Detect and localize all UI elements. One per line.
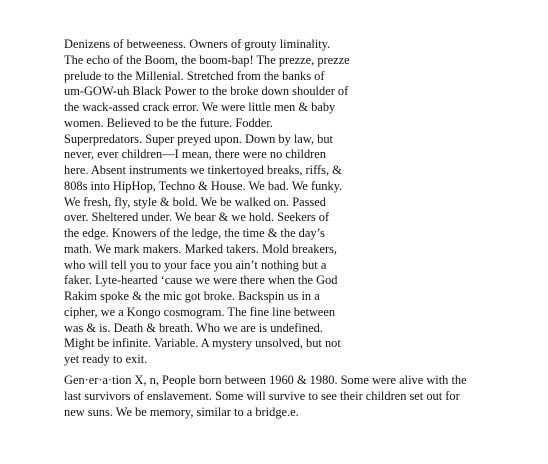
poem-line: the edge. Knowers of the ledge, the time & the day’s — [64, 226, 325, 240]
poem-line: 808s into HipHop, Techno & House. We bad. We funky. — [64, 178, 343, 193]
poem-line: was & is. Death & breath. Who we are is undefined. — [64, 320, 323, 335]
poem-line: prelude to the Millenial. Stretched from the banks of — [64, 68, 325, 83]
poem-line: Denizens of betweeness. Owners of grouty liminality. — [64, 37, 331, 51]
definition-line: new suns. We be memory, similar to a bridge.e. — [64, 404, 299, 419]
poem-line: women. Believed to be the future. Fodder. — [64, 115, 273, 130]
poem-line: Rakim spoke & the mic got broke. Backspin us in a — [64, 289, 320, 303]
definition-line: last survivors of enslavement. Some will survive to see their children set out for — [64, 388, 460, 403]
definition-paragraph — [64, 373, 467, 420]
poem-line: Superpredators. Super preyed upon. Down by law, but — [64, 131, 333, 146]
poem-line: Might be infinite. Variable. A mystery unsolved, but not — [64, 336, 341, 351]
poem-line: faker. Lyte-hearted ‘cause we were there when the God — [64, 273, 338, 288]
poem-line: here. Absent instruments we tinkertoyed breaks, riffs, & — [64, 163, 342, 177]
poem-line: We fresh, fly, style & bold. We be walked on. Passed — [64, 194, 326, 209]
poem-line: never, ever children—I mean, there were no children — [64, 147, 326, 162]
poem-line: the wack-assed crack error. We were little men & baby — [64, 100, 336, 114]
definition-line: Gen·er·a·tion X, n, People born between 1960 & 1980. Some were alive with the — [64, 373, 467, 387]
poem-line: math. We mark makers. Marked takers. Mold breakers, — [64, 241, 337, 256]
poem-line: over. Sheltered under. We bear & we hold. Seekers of — [64, 210, 330, 225]
poem-line: cipher, we a Kongo cosmogram. The fine line between — [64, 304, 336, 319]
poem-line: who will tell you to your face you ain’t nothing but a — [64, 257, 327, 272]
poem-line: The echo of the Boom, the boom-bap! The prezze, prezze — [64, 52, 350, 67]
poem-paragraph — [64, 37, 350, 368]
poem-line: yet ready to exit. — [64, 352, 148, 366]
poem-line: um-GOW-uh Black Power to the broke down shoulder of — [64, 84, 349, 99]
